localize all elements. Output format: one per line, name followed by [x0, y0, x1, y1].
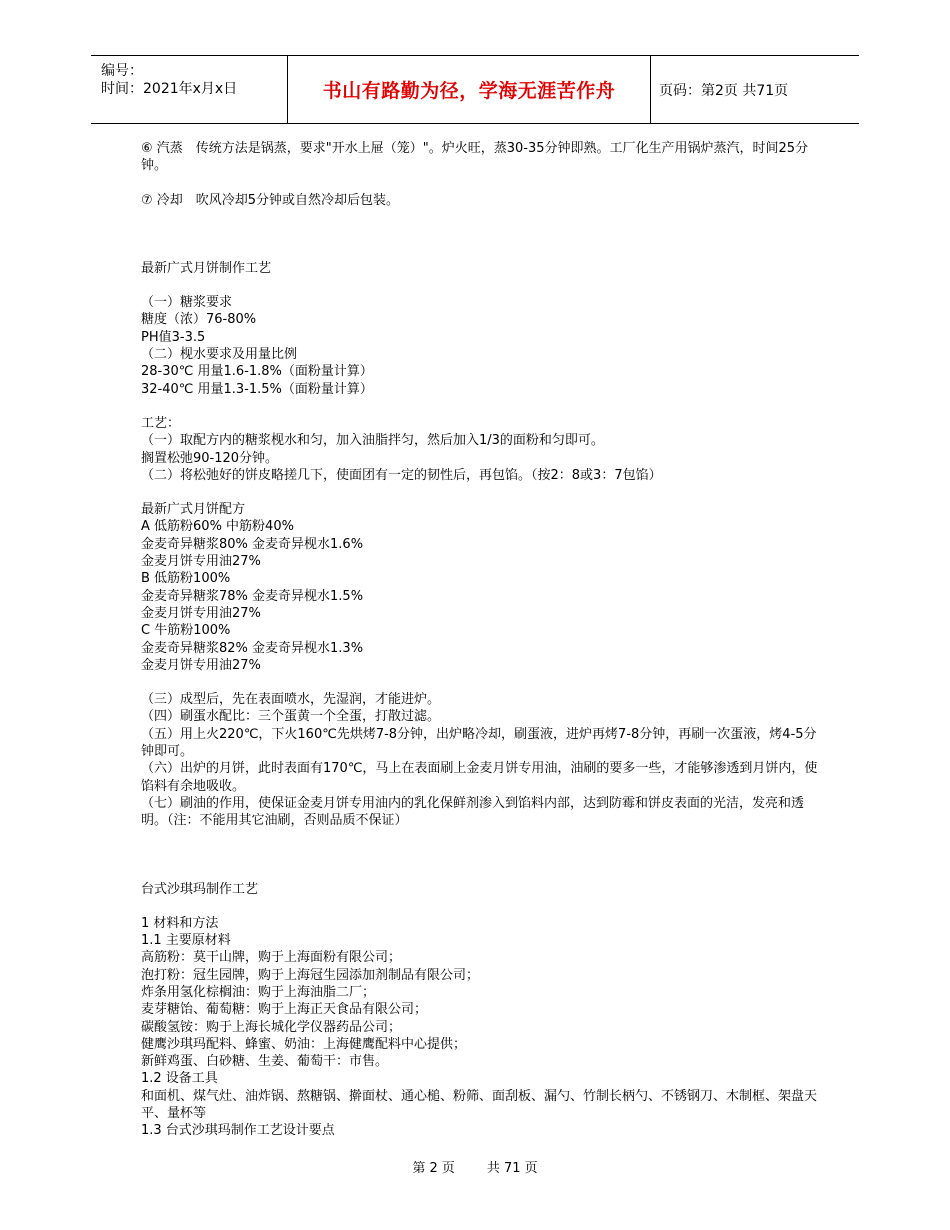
paragraph: PH值3-3.5	[141, 329, 206, 345]
paragraph: 高筋粉：莫干山牌，购于上海面粉有限公司；	[141, 950, 402, 966]
document-body	[141, 140, 821, 1140]
document-number-label: 编号：	[101, 63, 143, 79]
paragraph: ⑦ 冷却 吹风冷却5分钟或自然冷却后包装。	[141, 192, 400, 208]
paragraph: 麦芽糖饴、葡萄糖：购于上海正天食品有限公司；	[141, 1002, 428, 1018]
paragraph: 32-40℃ 用量1.3-1.5%（面粉量计算）	[141, 381, 373, 397]
paragraph: 工艺：	[141, 415, 181, 431]
header-meta	[91, 56, 287, 123]
paragraph: 1.3 台式沙琪玛制作工艺设计要点	[141, 1123, 335, 1139]
paragraph: （七）刷油的作用，使保证金麦月饼专用油内的乳化保鲜剂渗入到馅料内部，达到防霉和饼皮表面的光洁，发亮和透明。（注：不能用其它油刷，否则品质不保证）	[141, 795, 805, 829]
section-title: 台式沙琪玛制作工艺	[141, 881, 259, 897]
paragraph: C 牛筋粉100%	[141, 623, 231, 639]
paragraph: 1.2 设备工具	[141, 1071, 218, 1087]
paragraph: （三）成型后，先在表面喷水，先湿润，才能进炉。	[141, 692, 441, 708]
paragraph: 金麦月饼专用油27%	[141, 554, 261, 570]
paragraph: （四）刷蛋水配比：三个蛋黄一个全蛋，打散过滤。	[141, 709, 441, 725]
paragraph: 金麦奇异糖浆80% 金麦奇异枧水1.6%	[141, 536, 364, 552]
paragraph: （五）用上火220℃，下火160℃先烘烤7-8分钟，出炉略冷却，刷蛋液，进炉再烤7-8分钟，再刷一次蛋液，烤4-5分钟即可。	[141, 726, 817, 760]
header-page-label: 页码：第2页 共71页	[659, 82, 789, 99]
header-motto: 书山有路勤为径，学海无涯苦作舟	[287, 56, 651, 123]
paragraph: 28-30℃ 用量1.6-1.8%（面粉量计算）	[141, 364, 373, 380]
paragraph: A 低筋粉60% 中筋粉40%	[141, 519, 294, 535]
paragraph: B 低筋粉100%	[141, 571, 231, 587]
paragraph: （二）将松弛好的饼皮略搓几下，使面团有一定的韧性后，再包馅。（按2：8或3：7包馅）	[141, 467, 662, 483]
footer-page-total: 共 71 页	[486, 1161, 538, 1176]
paragraph: （一）取配方内的糖浆枧水和匀，加入油脂拌匀，然后加入1/3的面粉和匀即可。	[141, 433, 604, 449]
paragraph: 金麦月饼专用油27%	[141, 657, 261, 673]
page-header	[91, 55, 859, 124]
section-title: 最新广式月饼配方	[141, 502, 246, 518]
paragraph: 炸条用氢化棕榈油：购于上海油脂二厂；	[141, 984, 376, 1000]
page-footer	[0, 1157, 950, 1176]
paragraph: 金麦月饼专用油27%	[141, 605, 261, 621]
paragraph: 搁置松弛90-120分钟。	[141, 450, 279, 466]
paragraph: 1.1 主要原材料	[141, 933, 231, 949]
document-time-label: 时间：2021年x月x日	[101, 81, 238, 97]
paragraph: （一）糖浆要求	[141, 295, 233, 311]
paragraph: 金麦奇异糖浆78% 金麦奇异枧水1.5%	[141, 588, 364, 604]
paragraph: 新鲜鸡蛋、白砂糖、生姜、葡萄干：市售。	[141, 1054, 389, 1070]
paragraph: 糖度（浓）76-80%	[141, 312, 257, 328]
section-title: 最新广式月饼制作工艺	[141, 260, 272, 276]
paragraph: 1 材料和方法	[141, 915, 219, 931]
footer-page-current: 第 2 页	[412, 1161, 455, 1176]
paragraph: 健鹰沙琪玛配料、蜂蜜、奶油：上海健鹰配料中心提供；	[141, 1036, 467, 1052]
paragraph: 碳酸氢铵：购于上海长城化学仪器药品公司；	[141, 1019, 402, 1035]
paragraph: 泡打粉：冠生园牌，购于上海冠生园添加剂制品有限公司；	[141, 967, 480, 983]
paragraph: 和面机、煤气灶、油炸锅、熬糖锅、擀面杖、通心槌、粉筛、面刮板、漏勺、竹制长柄勺、不锈钢刀、木制框、架盘天平、量杯等	[141, 1088, 818, 1122]
paragraph: ⑥ 汽蒸 传统方法是锅蒸，要求"开水上屉（笼）"。炉火旺，蒸30-35分钟即熟。工厂化生产用锅炉蒸汽，时间25分钟。	[141, 141, 809, 174]
paragraph: （六）出炉的月饼，此时表面有170℃，马上在表面刷上金麦月饼专用油，油刷的要多一些，才能够渗透到月饼内，使馅料有余地吸收。	[141, 761, 818, 794]
paragraph: （二）枧水要求及用量比例	[141, 347, 298, 363]
paragraph: 金麦奇异糖浆82% 金麦奇异枧水1.3%	[141, 640, 364, 656]
